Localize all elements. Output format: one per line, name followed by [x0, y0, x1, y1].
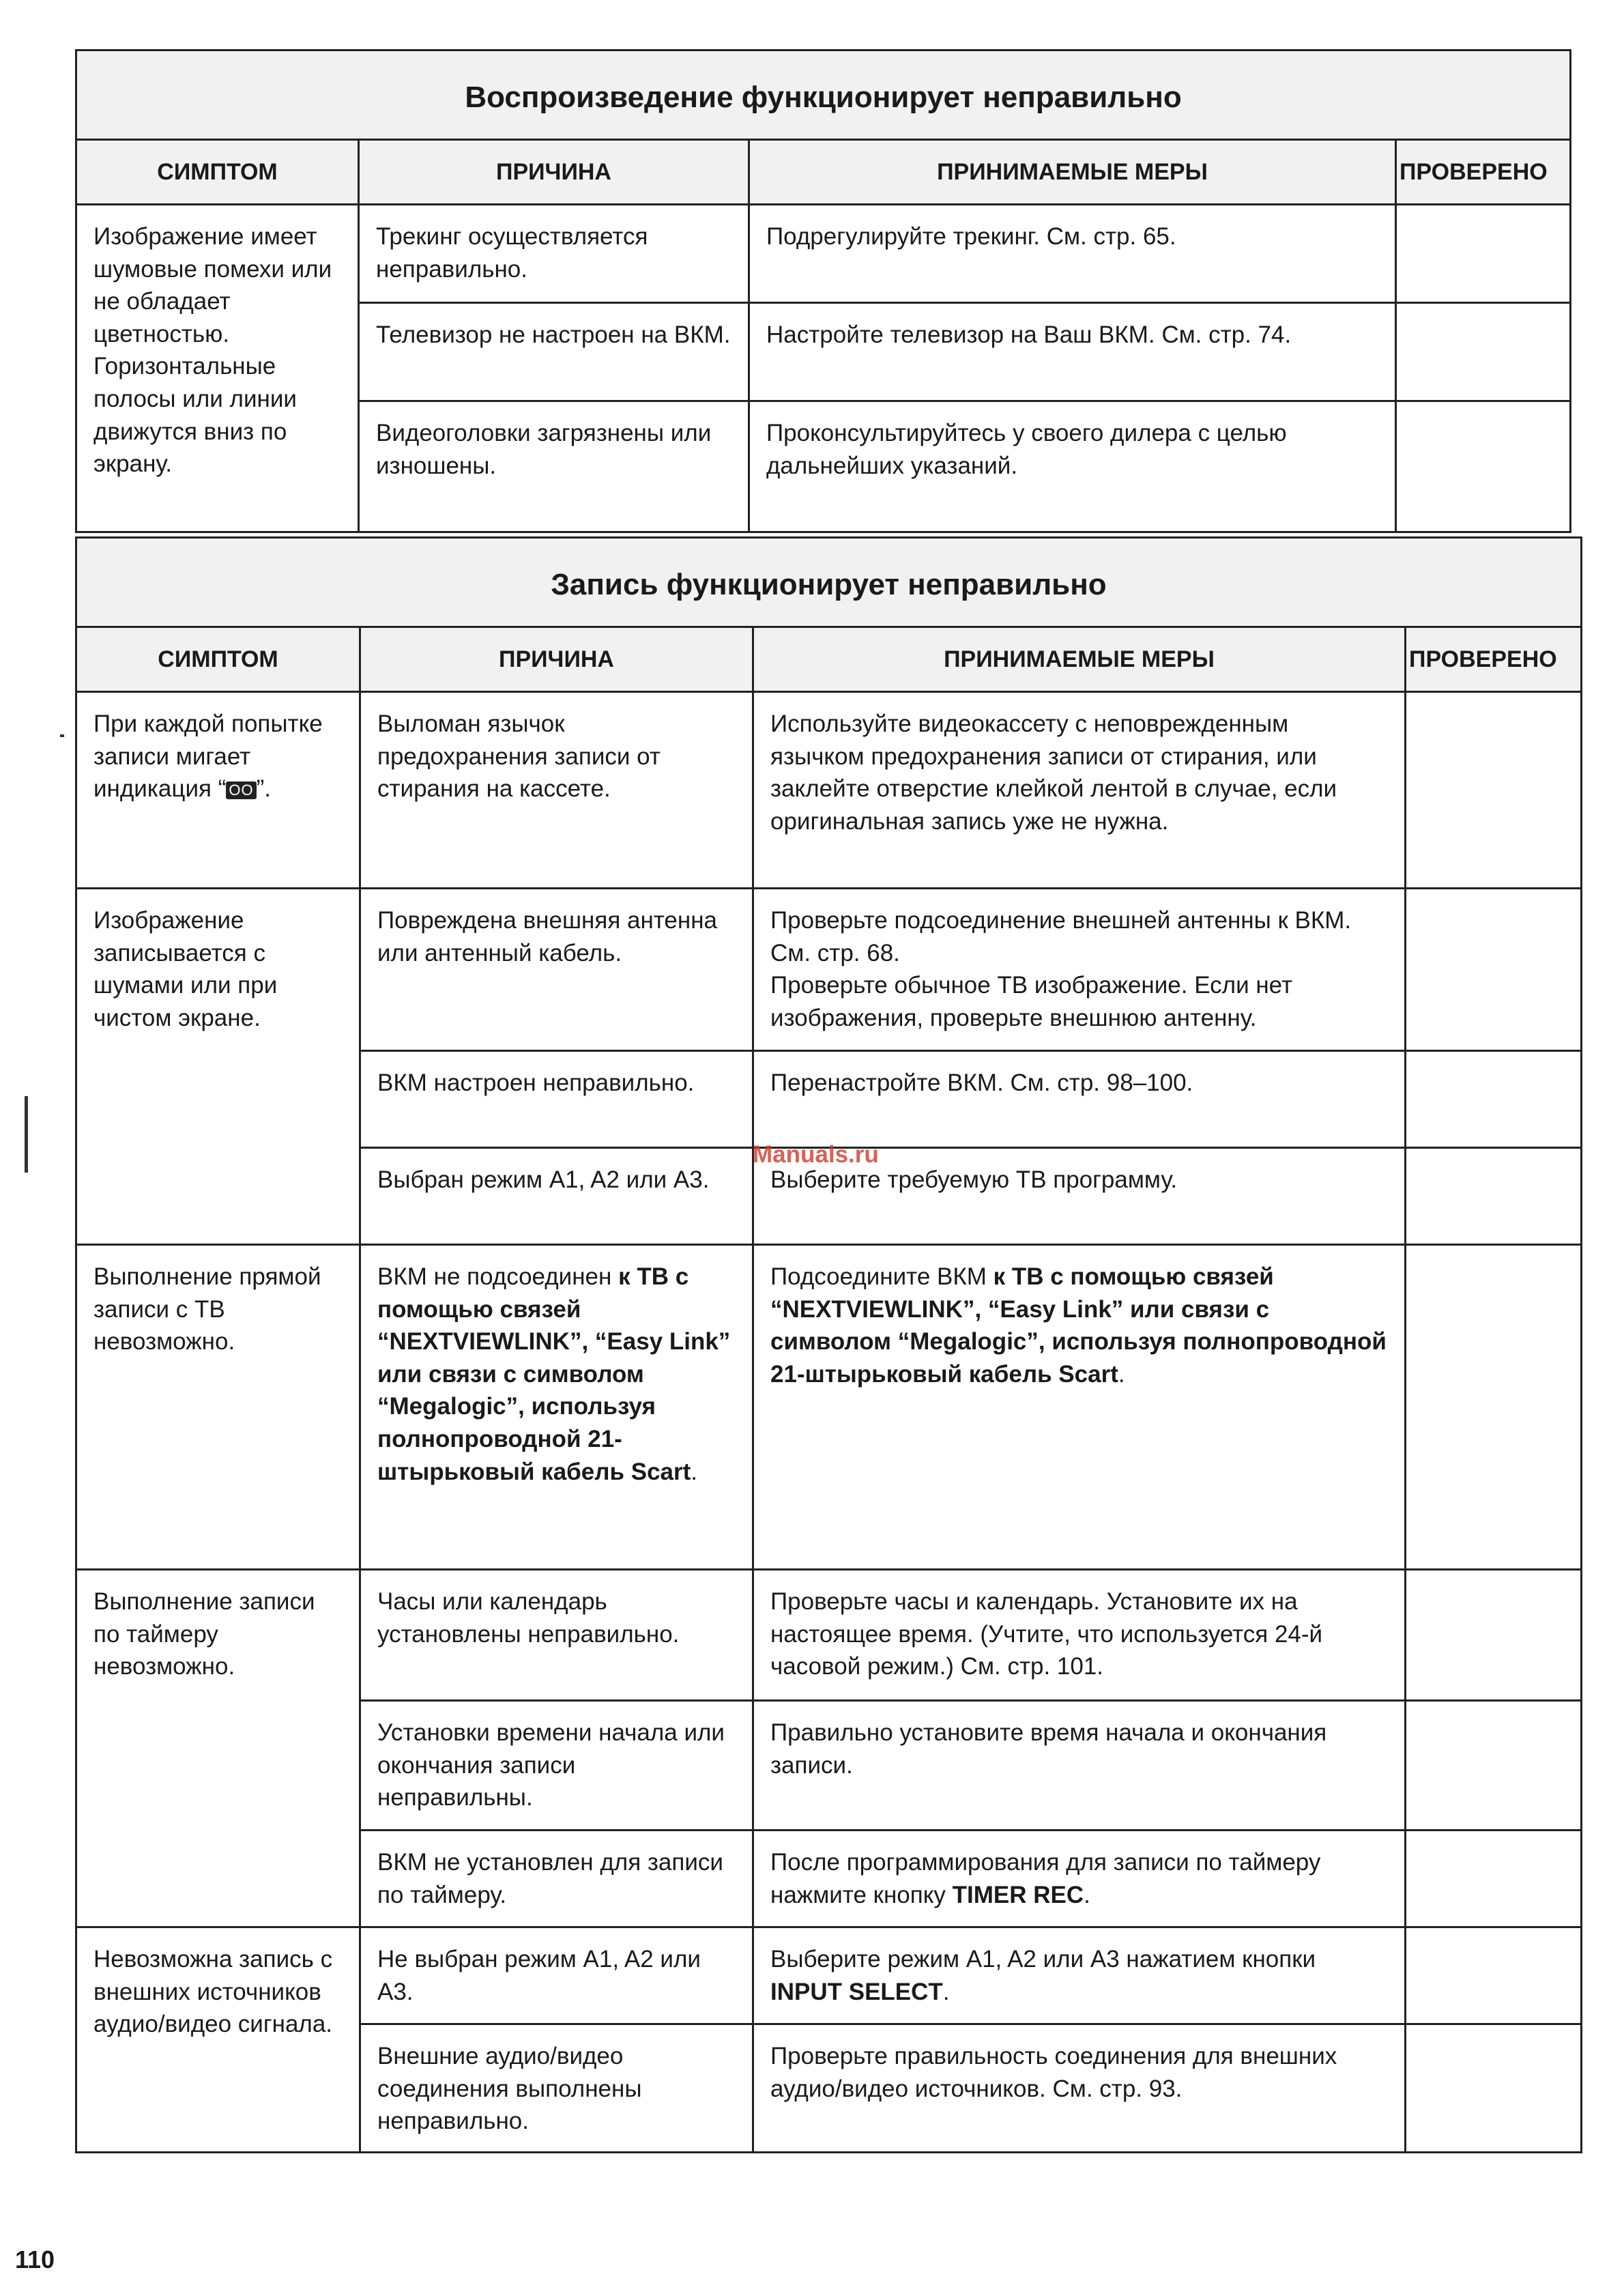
- action-text-bold: INPUT SELECT: [770, 1978, 943, 2005]
- action-text: После программирования для записи по таймеру нажмите кнопку: [770, 1849, 1321, 1908]
- action-cell: [753, 889, 1406, 1051]
- recording-section: [75, 536, 1580, 2153]
- action-cell: Проверьте правильность соединения для внешних аудио/видео источников. См. стр. 93.: [753, 2024, 1406, 2153]
- cause-cell: ВКМ настроен неправильно.: [360, 1051, 753, 1148]
- action-cell: [753, 1831, 1406, 1927]
- action-text-end: .: [942, 1978, 950, 2005]
- checked-box[interactable]: [1406, 692, 1582, 889]
- cause-cell: Выбран режим A1, A2 или A3.: [360, 1148, 753, 1245]
- watermark: Manuals.ru: [753, 1141, 879, 1168]
- cause-text-end: .: [691, 1458, 698, 1485]
- margin-dot: [60, 734, 64, 737]
- playback-title: Воспроизведение функционирует неправильно: [76, 51, 1571, 140]
- action-text-bold: TIMER REC: [952, 1881, 1084, 1908]
- action-line: Проверьте обычное ТВ изображение. Если нет изображения, проверьте внешнюю антенну.: [770, 972, 1293, 1031]
- playback-table: [75, 49, 1571, 533]
- cause-cell: Трекинг осуществляется неправильно.: [359, 205, 749, 303]
- cause-text: ВКМ не подсоединен: [377, 1263, 619, 1290]
- checked-box[interactable]: [1406, 1148, 1582, 1245]
- header-symptom: СИМПТОМ: [76, 140, 359, 205]
- recording-title: Запись функционирует неправильно: [76, 538, 1582, 627]
- cause-cell: Телевизор не настроен на ВКМ.: [359, 303, 749, 401]
- checked-box[interactable]: [1406, 1051, 1582, 1148]
- header-symptom: СИМПТОМ: [76, 627, 360, 692]
- action-cell: Подрегулируйте трекинг. См. стр. 65.: [749, 205, 1396, 303]
- action-cell: Перенастройте ВКМ. См. стр. 98–100.: [753, 1051, 1406, 1148]
- checked-box[interactable]: [1396, 303, 1571, 401]
- table-row: [76, 205, 1571, 303]
- header-cause: ПРИЧИНА: [360, 627, 753, 692]
- action-text: Подсоедините ВКМ: [770, 1263, 994, 1290]
- checked-box[interactable]: [1406, 1831, 1582, 1927]
- action-cell: Используйте видеокассету с неповрежденным язычком предохранения записи от стирания, или заклейте отверстие клейкой лентой в случае, если оригинальная запись уже не нужна.: [753, 692, 1406, 889]
- header-checked: ПРОВЕРЕНО: [1406, 627, 1582, 692]
- cause-text-bold: к ТВ с помощью связей “NEXTVIEWLINK”, “Easy Link” или связи с символом “Megalogic”, используя полнопроводной 21-штырьковый кабель Scart: [377, 1263, 731, 1485]
- cause-cell: Не выбран режим A1, A2 или A3.: [360, 1927, 753, 2024]
- margin-mark: [25, 1096, 28, 1173]
- action-text-bold: к ТВ с помощью связей “NEXTVIEWLINK”, “Easy Link” или связи с символом “Megalogic”, используя полнопроводной 21-штырьковый кабель Scart: [770, 1263, 1387, 1388]
- checked-box[interactable]: [1406, 1927, 1582, 2024]
- action-text-end: .: [1118, 1360, 1125, 1388]
- checked-box[interactable]: [1406, 889, 1582, 1051]
- action-cell: Проконсультируйтесь у своего дилера с целью дальнейших указаний.: [749, 401, 1396, 532]
- cassette-icon: OO: [226, 781, 256, 799]
- header-action: ПРИНИМАЕМЫЕ МЕРЫ: [753, 627, 1406, 692]
- checked-box[interactable]: [1406, 1570, 1582, 1701]
- cause-cell: Часы или календарь установлены неправильно.: [360, 1570, 753, 1701]
- checked-box[interactable]: [1406, 1245, 1582, 1570]
- action-cell: [753, 1927, 1406, 2024]
- symptom-cell: Изображение имеет шумовые помехи или не обладает цветностью. Горизонтальные полосы или линии движутся вниз по экрану.: [76, 205, 359, 532]
- cause-cell: Повреждена внешняя антенна или антенный кабель.: [360, 889, 753, 1051]
- page-number: 110: [15, 2245, 55, 2273]
- symptom-text-end: ”.: [256, 775, 271, 803]
- symptom-cell: Изображение записывается с шумами или при чистом экране.: [76, 889, 360, 1245]
- symptom-cell: [76, 692, 360, 889]
- checked-box[interactable]: [1396, 205, 1571, 303]
- action-cell: Проверьте часы и календарь. Установите их на настоящее время. (Учтите, что используется 24-й часовой режим.) См. стр. 101.: [753, 1570, 1406, 1701]
- action-text-end: .: [1084, 1881, 1090, 1908]
- action-line: Проверьте подсоединение внешней антенны к ВКМ. См. стр. 68.: [770, 907, 1352, 966]
- action-text: Выберите режим A1, A2 или A3 нажатием кнопки: [770, 1946, 1316, 1972]
- table-row: [76, 1245, 1582, 1570]
- cause-cell: Внешние аудио/видео соединения выполнены неправильно.: [360, 2024, 753, 2153]
- header-checked: ПРОВЕРЕНО: [1396, 140, 1571, 205]
- cause-cell: Установки времени начала или окончания записи неправильны.: [360, 1701, 753, 1831]
- action-cell: Правильно установите время начала и окончания записи.: [753, 1701, 1406, 1831]
- header-action: ПРИНИМАЕМЫЕ МЕРЫ: [749, 140, 1396, 205]
- checked-box[interactable]: [1406, 2024, 1582, 2153]
- recording-table: [75, 536, 1582, 2153]
- action-cell: [753, 1245, 1406, 1570]
- symptom-cell: Выполнение прямой записи с ТВ невозможно.: [76, 1245, 360, 1570]
- header-cause: ПРИЧИНА: [359, 140, 749, 205]
- cause-cell: Видеоголовки загрязнены или изношены.: [359, 401, 749, 532]
- table-row: [76, 692, 1582, 889]
- table-row: [76, 1927, 1582, 2024]
- table-row: [76, 1570, 1582, 1701]
- checked-box[interactable]: [1406, 1701, 1582, 1831]
- cause-cell: ВКМ не установлен для записи по таймеру.: [360, 1831, 753, 1927]
- symptom-text: При каждой попытке записи мигает индикация “: [93, 711, 323, 803]
- symptom-cell: Выполнение записи по таймеру невозможно.: [76, 1570, 360, 1927]
- action-cell: Настройте телевизор на Ваш ВКМ. См. стр. 74.: [749, 303, 1396, 401]
- cause-cell: Выломан язычок предохранения записи от стирания на кассете.: [360, 692, 753, 889]
- checked-box[interactable]: [1396, 401, 1571, 532]
- playback-section: [75, 49, 1569, 533]
- action-cell: Выберите требуемую ТВ программу.: [753, 1148, 1406, 1245]
- symptom-cell: Невозможна запись с внешних источников аудио/видео сигнала.: [76, 1927, 360, 2153]
- cause-cell: [360, 1245, 753, 1570]
- table-row: [76, 889, 1582, 1051]
